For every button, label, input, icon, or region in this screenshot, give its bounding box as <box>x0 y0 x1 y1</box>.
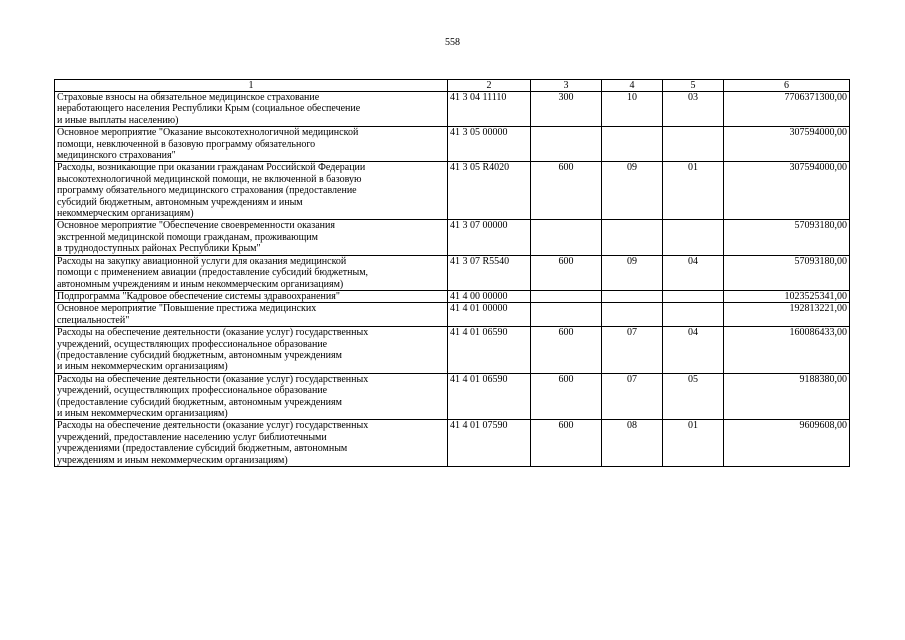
row-section <box>602 290 663 302</box>
row-sum: 1023525341,00 <box>724 290 850 302</box>
column-header: 5 <box>663 80 724 92</box>
row-name-line: и иным некоммерческим организациям) <box>57 361 228 373</box>
row-name-line: и иным некоммерческим организациям) <box>57 407 228 419</box>
row-name-line: учреждений, осуществляющих профессиональное образование <box>57 385 328 397</box>
column-header: 1 <box>55 80 448 92</box>
row-name-line: Страховые взносы на обязательное медицинское страхование <box>57 92 320 103</box>
row-code: 41 4 00 00000 <box>448 290 531 302</box>
row-name-line: Расходы на обеспечение деятельности (оказание услуг) государственных <box>57 420 369 432</box>
row-section: 09 <box>602 162 663 220</box>
row-name <box>55 303 448 327</box>
row-name-line: специальностей" <box>57 314 130 326</box>
table-row <box>55 162 850 220</box>
row-sum: 192813221,00 <box>724 303 850 327</box>
row-name-line: и иные выплаты населению) <box>57 114 179 126</box>
row-name <box>55 327 448 374</box>
row-expense-type: 600 <box>531 327 602 374</box>
column-header: 2 <box>448 80 531 92</box>
row-name-line: Основное мероприятие "Оказание высокотехнологичной медицинской <box>57 127 359 139</box>
column-header: 3 <box>531 80 602 92</box>
row-code: 41 3 07 00000 <box>448 220 531 255</box>
column-header: 6 <box>724 80 850 92</box>
row-name-line: помощи, невключенной в базовую программу обязательного <box>57 138 316 150</box>
table-row <box>55 373 850 420</box>
row-expense-type: 600 <box>531 162 602 220</box>
table-header-row <box>55 80 850 92</box>
row-name-line: в труднодоступных районах Республики Крым" <box>57 243 261 255</box>
row-name <box>55 420 448 467</box>
table-row <box>55 127 850 162</box>
row-code: 41 3 05 R4020 <box>448 162 531 220</box>
row-name-line: учреждениям и иным некоммерческим организациям) <box>57 454 288 466</box>
table-body <box>55 92 850 467</box>
row-expense-type <box>531 127 602 162</box>
row-name-line: субсидий бюджетным, автономным учреждениям и иным <box>57 196 303 208</box>
row-name <box>55 92 448 127</box>
row-name <box>55 127 448 162</box>
row-sum: 57093180,00 <box>724 255 850 290</box>
row-section: 10 <box>602 92 663 127</box>
row-sum: 307594000,00 <box>724 127 850 162</box>
row-code: 41 3 05 00000 <box>448 127 531 162</box>
row-name <box>55 290 448 302</box>
row-subsection <box>663 127 724 162</box>
row-name <box>55 373 448 420</box>
row-subsection: 03 <box>663 92 724 127</box>
row-code: 41 4 01 06590 <box>448 373 531 420</box>
row-name-line: высокотехнологичной медицинской помощи, не включенной в базовую <box>57 173 362 185</box>
table-row <box>55 420 850 467</box>
row-sum: 9609608,00 <box>724 420 850 467</box>
row-name-line: экстренной медицинской помощи гражданам, проживающим <box>57 231 318 243</box>
row-name-line: Подпрограмма "Кадровое обеспечение системы здравоохранения" <box>57 290 340 302</box>
row-name-line: неработающего населения Республики Крым (социальное обеспечение <box>57 103 361 115</box>
table-row <box>55 327 850 374</box>
row-expense-type: 300 <box>531 92 602 127</box>
row-code: 41 4 01 07590 <box>448 420 531 467</box>
row-name-line: Расходы, возникающие при оказании гражданам Российской Федерации <box>57 162 366 174</box>
row-sum: 9188380,00 <box>724 373 850 420</box>
row-sum: 7706371300,00 <box>724 92 850 127</box>
row-name-line: Основное мероприятие "Обеспечение своевременности оказания <box>57 220 335 232</box>
row-subsection <box>663 290 724 302</box>
column-header: 4 <box>602 80 663 92</box>
row-section: 07 <box>602 327 663 374</box>
row-section <box>602 127 663 162</box>
row-name-line: автономным учреждениям и иным некоммерческим организациям) <box>57 278 344 290</box>
row-code: 41 3 07 R5540 <box>448 255 531 290</box>
row-expense-type <box>531 220 602 255</box>
row-name-line: Расходы на обеспечение деятельности (оказание услуг) государственных <box>57 327 369 339</box>
row-name <box>55 162 448 220</box>
row-subsection: 01 <box>663 162 724 220</box>
table-row <box>55 220 850 255</box>
row-section <box>602 303 663 327</box>
row-subsection <box>663 220 724 255</box>
row-subsection <box>663 303 724 327</box>
row-name-line: учреждениями (предоставление субсидий бюджетным, автономным <box>57 443 348 455</box>
row-name <box>55 220 448 255</box>
row-subsection: 01 <box>663 420 724 467</box>
row-name-line: (предоставление субсидий бюджетным, автономным учреждениям <box>57 396 342 408</box>
row-name-line: Расходы на обеспечение деятельности (оказание услуг) государственных <box>57 373 369 385</box>
table-row <box>55 92 850 127</box>
row-expense-type <box>531 290 602 302</box>
row-sum: 307594000,00 <box>724 162 850 220</box>
page-number: 558 <box>445 37 460 48</box>
row-code: 41 3 04 11110 <box>448 92 531 127</box>
row-subsection: 05 <box>663 373 724 420</box>
row-name-line: некоммерческим организациям) <box>57 208 194 220</box>
row-sum: 57093180,00 <box>724 220 850 255</box>
row-subsection: 04 <box>663 327 724 374</box>
row-section: 07 <box>602 373 663 420</box>
table-row <box>55 303 850 327</box>
row-name-line: учреждений, предоставление населению услуг библиотечными <box>57 431 327 443</box>
row-sum: 160086433,00 <box>724 327 850 374</box>
row-expense-type: 600 <box>531 420 602 467</box>
row-name-line: учреждений, осуществляющих профессиональное образование <box>57 338 328 350</box>
row-expense-type <box>531 303 602 327</box>
row-name-line: Основное мероприятие "Повышение престижа медицинских <box>57 303 317 315</box>
row-expense-type: 600 <box>531 255 602 290</box>
row-section <box>602 220 663 255</box>
row-expense-type: 600 <box>531 373 602 420</box>
row-name-line: (предоставление субсидий бюджетным, автономным учреждениям <box>57 349 342 361</box>
row-name-line: Расходы на закупку авиационной услуги для оказания медицинской <box>57 255 347 267</box>
table-row <box>55 290 850 302</box>
row-section: 09 <box>602 255 663 290</box>
row-code: 41 4 01 00000 <box>448 303 531 327</box>
table-row <box>55 255 850 290</box>
row-name <box>55 255 448 290</box>
row-subsection: 04 <box>663 255 724 290</box>
row-section: 08 <box>602 420 663 467</box>
row-name-line: программу обязательного медицинского страхования (предоставление <box>57 185 357 197</box>
budget-table <box>54 79 850 467</box>
row-name-line: медицинского страхования" <box>57 150 176 162</box>
row-code: 41 4 01 06590 <box>448 327 531 374</box>
row-name-line: помощи с применением авиации (предоставление субсидий бюджетным, <box>57 267 369 279</box>
